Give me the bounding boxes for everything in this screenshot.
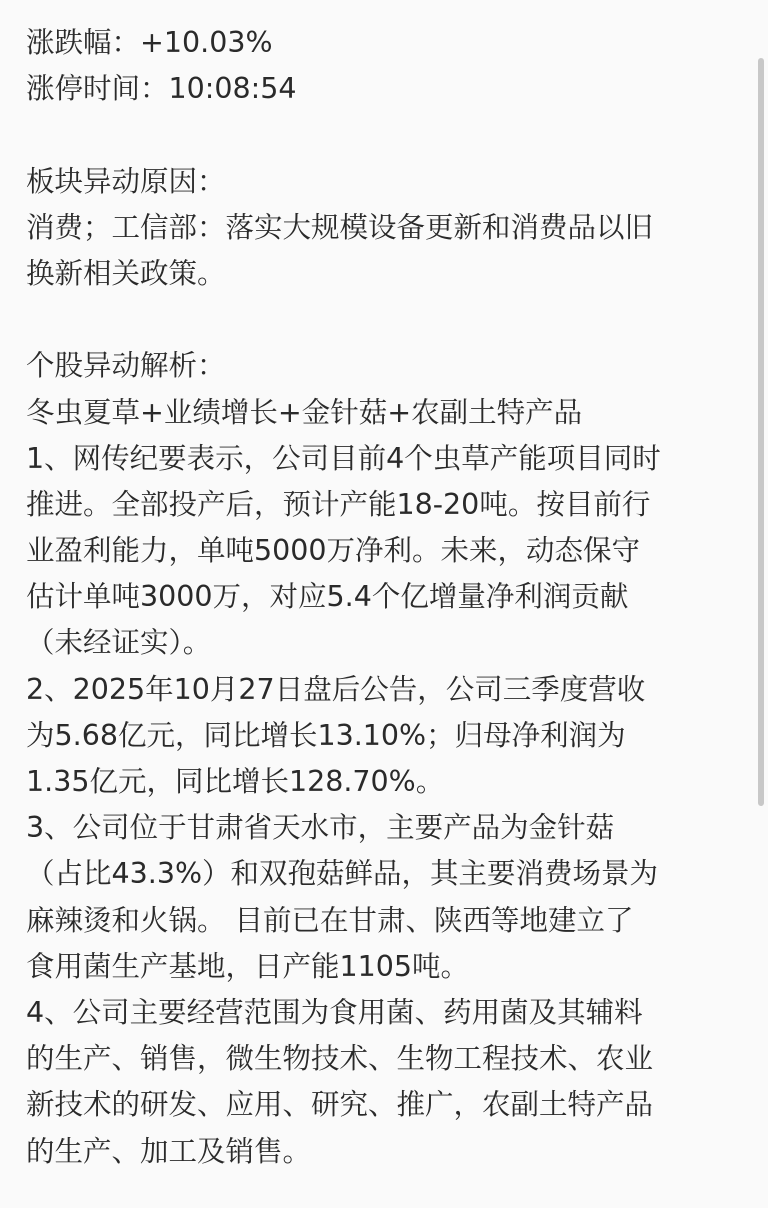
point-line: 2、2025年10月27日盘后公告，公司三季度营收 (26, 672, 646, 706)
stock-analysis-title: 个股异动解析： (26, 349, 226, 383)
point-line: 为5.68亿元，同比增长13.10%；归母净利润为 (26, 718, 626, 752)
sector-reason-line: 换新相关政策。 (26, 256, 226, 290)
stock-tags: 冬虫夏草+业绩增长+金针菇+农副土特产品 (26, 395, 583, 429)
article-body (26, 20, 744, 1175)
point-line: 推进。全部投产后，预计产能18-20吨。按目前行 (26, 487, 651, 521)
point-2 (26, 667, 744, 806)
sector-reason-line: 消费；工信部：落实大规模设备更新和消费品以旧 (26, 210, 654, 244)
point-line: 4、公司主要经营范围为食用菌、药用菌及其辅料 (26, 995, 643, 1029)
point-1 (26, 436, 744, 667)
point-line: 新技术的研发、应用、研究、推广，农副土特产品 (26, 1088, 654, 1122)
spacer (26, 112, 744, 158)
point-line: 的生产、加工及销售。 (26, 1134, 312, 1168)
point-line: 1.35亿元，同比增长128.70%。 (26, 765, 445, 798)
spacer (26, 297, 744, 343)
point-line: 1、网传纪要表示，公司目前4个虫草产能项目同时 (26, 441, 661, 475)
point-line: 麻辣烫和火锅。 目前已在甘肃、陕西等地建立了 (26, 903, 634, 937)
point-line: 的生产、销售，微生物技术、生物工程技术、农业 (26, 1042, 654, 1076)
point-line: （未经证实）。 (26, 626, 212, 660)
point-line: （占比43.3%）和双孢菇鲜品，其主要消费场景为 (26, 857, 659, 891)
point-4 (26, 990, 744, 1175)
point-line: 食用菌生产基地，日产能1105吨。 (26, 949, 470, 983)
point-line: 业盈利能力，单吨5000万净利。未来，动态保守 (26, 534, 641, 568)
point-line: 估计单吨3000万，对应5.4个亿增量净利润贡献 (26, 580, 629, 614)
sector-title: 板块异动原因： (26, 164, 226, 198)
price-change: 涨跌幅：+10.03% (26, 26, 273, 59)
vertical-scrollbar[interactable] (758, 58, 764, 806)
limit-up-time: 涨停时间：10:08:54 (26, 72, 297, 106)
point-line: 3、公司位于甘肃省天水市，主要产品为金针菇 (26, 811, 615, 845)
point-3 (26, 805, 744, 990)
